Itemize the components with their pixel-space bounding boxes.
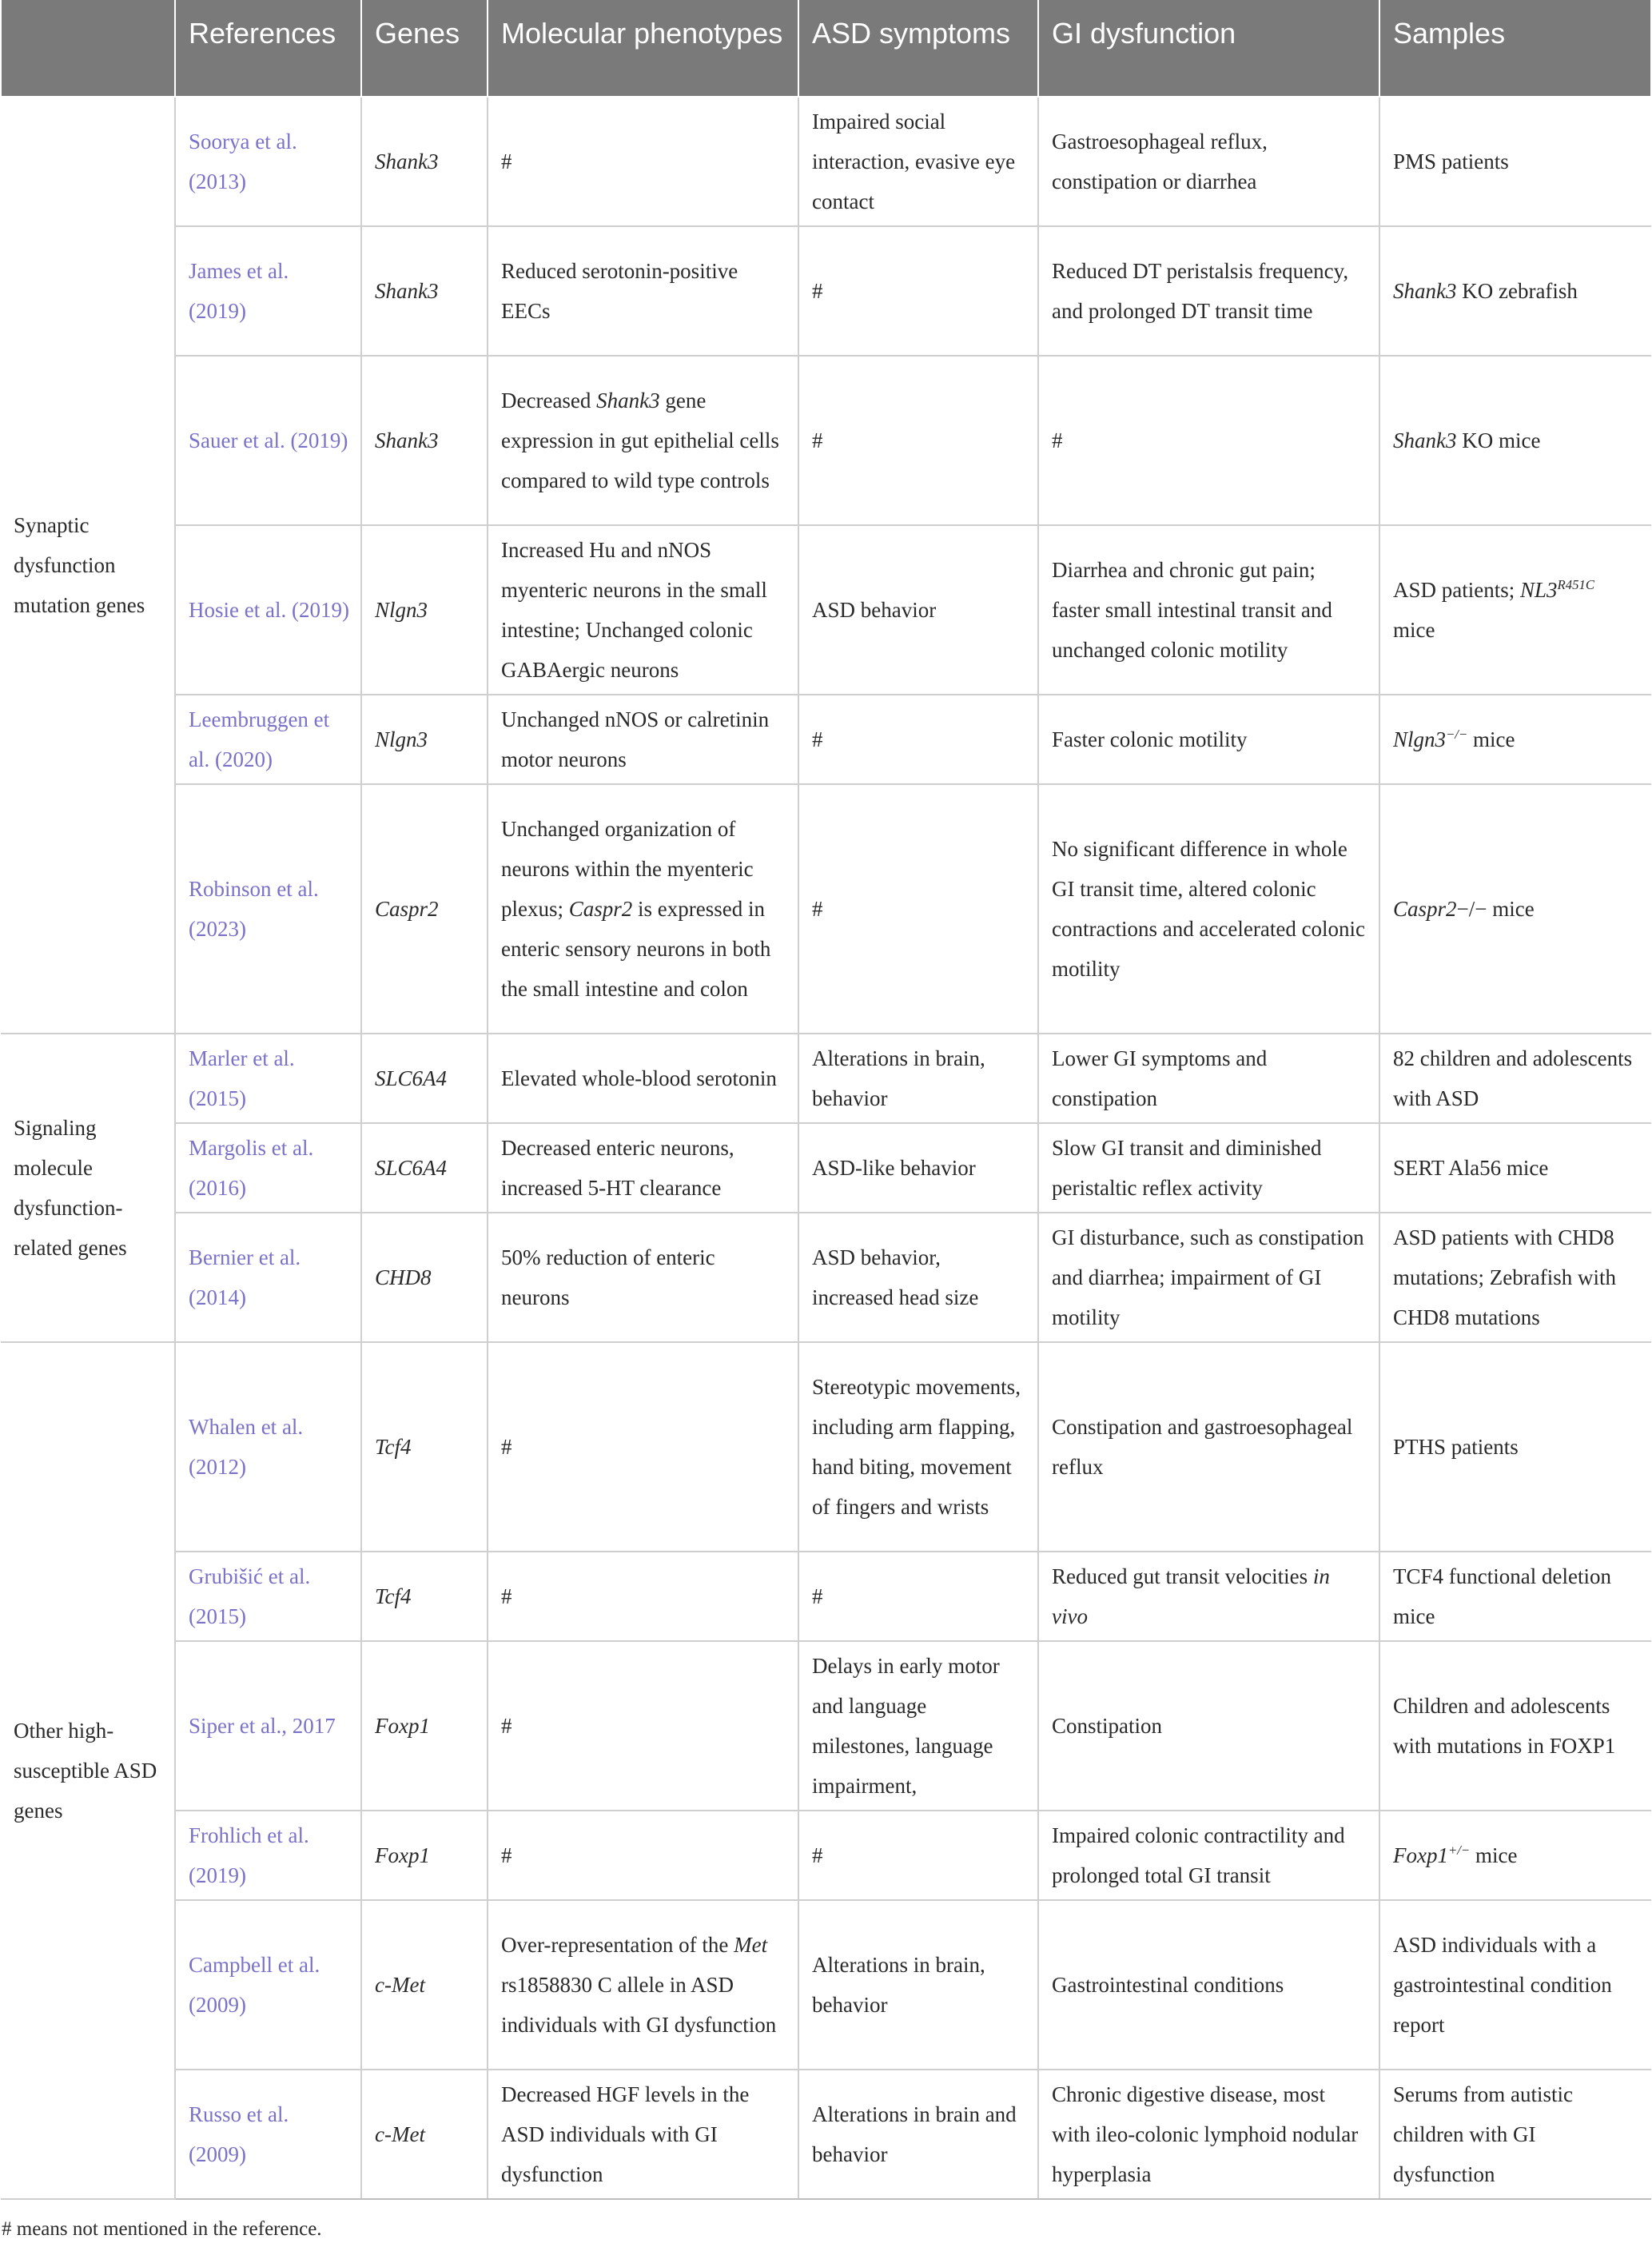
asd-cell: # — [798, 1811, 1038, 1900]
table-row — [1, 1342, 1651, 1552]
gene-cell: Tcf4 — [361, 1552, 488, 1641]
reference-link[interactable]: Bernier et al. (2014) — [175, 1213, 361, 1342]
reference-link[interactable]: Campbell et al. (2009) — [175, 1900, 361, 2070]
table-row — [1, 226, 1651, 356]
molecular-cell: # — [488, 1552, 798, 1641]
gi-cell: Diarrhea and chronic gut pain; faster small intestinal transit and unchanged colonic motility — [1038, 525, 1379, 695]
asd-cell: Alterations in brain and behavior — [798, 2070, 1038, 2199]
asd-cell: Alterations in brain, behavior — [798, 1900, 1038, 2070]
sample-text: ASD patients; — [1393, 578, 1520, 602]
table-row — [1, 784, 1651, 1034]
gene-cell: SLC6A4 — [361, 1034, 488, 1123]
asd-cell: # — [798, 356, 1038, 525]
gene-cell: Nlgn3 — [361, 695, 488, 784]
reference-link[interactable]: James et al. (2019) — [175, 226, 361, 356]
molecular-text: Over-representation of the — [501, 1933, 734, 1957]
reference-link[interactable]: Robinson et al. (2023) — [175, 784, 361, 1034]
reference-link[interactable]: Margolis et al. (2016) — [175, 1123, 361, 1213]
gi-text-italic: in vivo — [1052, 1564, 1330, 1628]
gene-cell: Caspr2 — [361, 784, 488, 1034]
reference-link[interactable]: Leembruggen et al. (2020) — [175, 695, 361, 784]
gene-cell: Foxp1 — [361, 1811, 488, 1900]
gene-cell: Tcf4 — [361, 1342, 488, 1552]
samples-cell: Shank3 KO zebrafish — [1379, 226, 1651, 356]
sample-text: mice — [1475, 1843, 1518, 1867]
table-row — [1, 525, 1651, 695]
gene-cell: Shank3 — [361, 356, 488, 525]
gi-cell: Lower GI symptoms and constipation — [1038, 1034, 1379, 1123]
samples-cell: SERT Ala56 mice — [1379, 1123, 1651, 1213]
asd-cell: # — [798, 226, 1038, 356]
gi-cell — [1038, 1552, 1379, 1641]
inline-gene: Shank3 — [596, 388, 660, 412]
molecular-cell: Decreased enteric neurons, increased 5-HT clearance — [488, 1123, 798, 1213]
table-row — [1, 695, 1651, 784]
reference-link[interactable]: Frohlich et al. (2019) — [175, 1811, 361, 1900]
gene-cell: Foxp1 — [361, 1641, 488, 1811]
inline-gene: Caspr2 — [568, 897, 633, 921]
gi-cell: GI disturbance, such as constipation and diarrhea; impairment of GI motility — [1038, 1213, 1379, 1342]
molecular-cell: Elevated whole-blood serotonin — [488, 1034, 798, 1123]
asd-cell: Alterations in brain, behavior — [798, 1034, 1038, 1123]
molecular-cell: # — [488, 1811, 798, 1900]
reference-link[interactable]: Grubišić et al. (2015) — [175, 1552, 361, 1641]
samples-cell: Caspr2−/− mice — [1379, 784, 1651, 1034]
gene-cell: SLC6A4 — [361, 1123, 488, 1213]
header-gi-dysfunction: GI dysfunction — [1038, 0, 1379, 97]
header-samples: Samples — [1379, 0, 1651, 97]
molecular-cell: 50% reduction of enteric neurons — [488, 1213, 798, 1342]
gi-cell: Constipation and gastroesophageal reflux — [1038, 1342, 1379, 1552]
samples-cell: ASD patients with CHD8 mutations; Zebrafish with CHD8 mutations — [1379, 1213, 1651, 1342]
molecular-cell: # — [488, 1641, 798, 1811]
asd-cell: Stereotypic movements, including arm flapping, hand biting, movement of fingers and wrists — [798, 1342, 1038, 1552]
samples-cell: Serums from autistic children with GI dysfunction — [1379, 2070, 1651, 2199]
table-row — [1, 1213, 1651, 1342]
asd-cell: Delays in early motor and language milestones, language impairment, — [798, 1641, 1038, 1811]
header-asd-symptoms: ASD symptoms — [798, 0, 1038, 97]
samples-cell: TCF4 functional deletion mice — [1379, 1552, 1651, 1641]
category-cell: Signaling molecule dysfunction-related genes — [1, 1034, 175, 1342]
gi-cell: No significant difference in whole GI transit time, altered colonic contractions and accelerated colonic motility — [1038, 784, 1379, 1034]
molecular-cell: # — [488, 97, 798, 226]
gi-cell: Reduced DT peristalsis frequency, and prolonged DT transit time — [1038, 226, 1379, 356]
sample-gene: Foxp1+/− — [1393, 1843, 1471, 1867]
table-row — [1, 1811, 1651, 1900]
molecular-cell: Unchanged nNOS or calretinin motor neurons — [488, 695, 798, 784]
samples-cell: ASD individuals with a gastrointestinal condition report — [1379, 1900, 1651, 2070]
molecular-text: rs1858830 C allele in ASD individuals with GI dysfunction — [501, 1973, 777, 2037]
samples-cell — [1379, 525, 1651, 695]
header-category — [1, 0, 175, 97]
reference-link[interactable]: Russo et al. (2009) — [175, 2070, 361, 2199]
sample-gene: Nlgn3−/− — [1393, 727, 1468, 751]
reference-link[interactable]: Marler et al. (2015) — [175, 1034, 361, 1123]
table-row — [1, 2070, 1651, 2199]
samples-cell: 82 children and adolescents with ASD — [1379, 1034, 1651, 1123]
gene-cell: Shank3 — [361, 226, 488, 356]
sample-text: mice — [1393, 618, 1435, 642]
header-genes: Genes — [361, 0, 488, 97]
gene-cell: Nlgn3 — [361, 525, 488, 695]
gene-cell: c-Met — [361, 1900, 488, 2070]
reference-link[interactable]: Hosie et al. (2019) — [175, 525, 361, 695]
gi-cell: # — [1038, 356, 1379, 525]
reference-link[interactable]: Sauer et al. (2019) — [175, 356, 361, 525]
table-row — [1, 97, 1651, 226]
gene-cell: CHD8 — [361, 1213, 488, 1342]
molecular-cell: Increased Hu and nNOS myenteric neurons in the small intestine; Unchanged colonic GABAergic neurons — [488, 525, 798, 695]
molecular-cell: Decreased HGF levels in the ASD individuals with GI dysfunction — [488, 2070, 798, 2199]
category-cell: Synaptic dysfunction mutation genes — [1, 97, 175, 1034]
inline-gene: Caspr2 — [1393, 897, 1457, 921]
asd-cell: # — [798, 1552, 1038, 1641]
sample-gene: $NL3^{R451C}$ — [1520, 577, 1595, 602]
header-references: References — [175, 0, 361, 97]
samples-cell: PTHS patients — [1379, 1342, 1651, 1552]
gi-cell: Constipation — [1038, 1641, 1379, 1811]
table-row — [1, 1900, 1651, 2070]
table-row — [1, 1552, 1651, 1641]
samples-cell: Shank3 KO mice — [1379, 356, 1651, 525]
molecular-cell: # — [488, 1342, 798, 1552]
samples-cell: PMS patients — [1379, 97, 1651, 226]
header-molecular-phenotypes: Molecular phenotypes — [488, 0, 798, 97]
inline-gene: Shank3 — [1393, 279, 1457, 303]
gi-cell: Gastroesophageal reflux, constipation or diarrhea — [1038, 97, 1379, 226]
asd-cell: ASD-like behavior — [798, 1123, 1038, 1213]
molecular-cell: Reduced serotonin-positive EECs — [488, 226, 798, 356]
category-cell: Other high-susceptible ASD genes — [1, 1342, 175, 2199]
inline-gene: Shank3 — [1393, 428, 1457, 452]
gi-cell: Gastrointestinal conditions — [1038, 1900, 1379, 2070]
molecular-cell: Unchanged organization of neurons within the myenteric plexus; Caspr2 is expressed in enteric sensory neurons in both the small intestine and colon — [488, 784, 798, 1034]
asd-cell: ASD behavior — [798, 525, 1038, 695]
gi-cell: Slow GI transit and diminished peristaltic reflex activity — [1038, 1123, 1379, 1213]
molecular-cell — [488, 1900, 798, 2070]
molecular-cell: Decreased Shank3 gene expression in gut epithelial cells compared to wild type controls — [488, 356, 798, 525]
table-row — [1, 1123, 1651, 1213]
samples-cell — [1379, 695, 1651, 784]
samples-cell: Children and adolescents with mutations in FOXP1 — [1379, 1641, 1651, 1811]
gi-cell: Faster colonic motility — [1038, 695, 1379, 784]
gi-cell: Chronic digestive disease, most with ileo-colonic lymphoid nodular hyperplasia — [1038, 2070, 1379, 2199]
asd-cell: ASD behavior, increased head size — [798, 1213, 1038, 1342]
reference-link[interactable]: Whalen et al. (2012) — [175, 1342, 361, 1552]
header-row — [1, 0, 1651, 97]
table-row — [1, 1641, 1651, 1811]
asd-cell: Impaired social interaction, evasive eye contact — [798, 97, 1038, 226]
gi-cell: Impaired colonic contractility and prolonged total GI transit — [1038, 1811, 1379, 1900]
gene-cell: Shank3 — [361, 97, 488, 226]
asd-cell: # — [798, 695, 1038, 784]
table-row — [1, 356, 1651, 525]
table-row — [1, 1034, 1651, 1123]
gi-text: Reduced gut transit velocities — [1052, 1564, 1313, 1588]
samples-cell — [1379, 1811, 1651, 1900]
gene-cell: c-Met — [361, 2070, 488, 2199]
asd-cell: # — [798, 784, 1038, 1034]
sample-text: mice — [1473, 727, 1515, 751]
reference-link[interactable]: Siper et al., 2017 — [175, 1641, 361, 1811]
reference-link[interactable]: Soorya et al. (2013) — [175, 97, 361, 226]
molecular-gene: Met — [734, 1933, 768, 1957]
table-footnote: # means not mentioned in the reference. — [2, 2218, 322, 2240]
